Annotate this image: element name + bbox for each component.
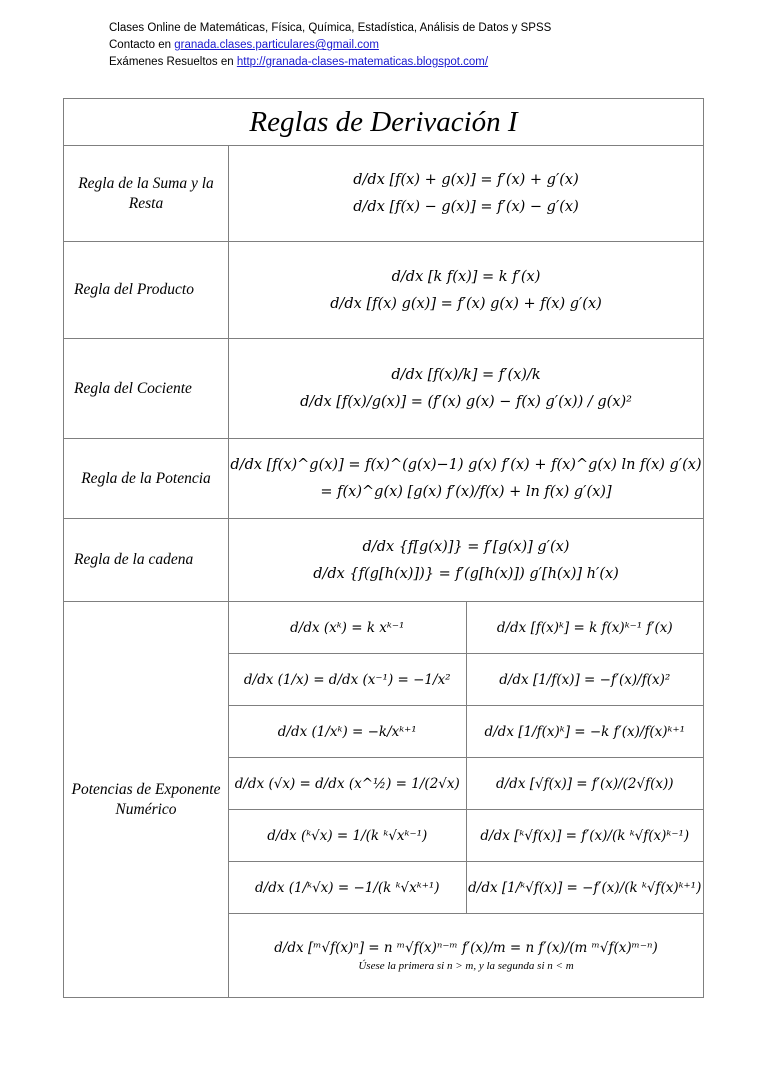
formula: d/dx [√f(x)] = f′(x)/(2√f(x)) — [466, 758, 703, 810]
rule-row — [64, 146, 704, 242]
formula: d/dx (ᵏ√x) = 1/(k ᵏ√xᵏ⁻¹) — [229, 810, 466, 862]
formula: d/dx (xᵏ) = k xᵏ⁻¹ — [229, 602, 466, 654]
formula: d/dx {f[g(x)]} = f′[g(x)] g′(x) — [362, 538, 570, 555]
formula: d/dx [1/ᵏ√f(x)] = −f′(x)/(k ᵏ√f(x)ᵏ⁺¹) — [466, 862, 703, 914]
powers-grid-row — [229, 706, 703, 758]
rule-formulas — [229, 242, 704, 339]
powers-grid-row — [229, 914, 703, 998]
powers-grid-row — [229, 602, 703, 654]
rule-formulas — [229, 146, 704, 242]
rule-name: Regla del Cociente — [64, 339, 229, 439]
rule-formulas — [229, 519, 704, 602]
derivation-rules-table — [63, 98, 704, 998]
formula: d/dx (1/x) = d/dx (x⁻¹) = −1/x² — [229, 654, 466, 706]
exams-label: Exámenes Resueltos en — [109, 56, 234, 68]
rule-formulas — [229, 439, 704, 519]
formula: d/dx [f(x) g(x)] = f′(x) g(x) + f(x) g′(x) — [330, 295, 602, 312]
powers-grid-row — [229, 810, 703, 862]
formula: d/dx (1/xᵏ) = −k/xᵏ⁺¹ — [229, 706, 466, 758]
page-header — [109, 20, 551, 71]
page-title: Reglas de Derivación I — [64, 99, 704, 146]
powers-grid-row — [229, 654, 703, 706]
formula: d/dx [ᵐ√f(x)ⁿ] = n ᵐ√f(x)ⁿ⁻ᵐ f′(x)/m = n f′(x)/(m ᵐ√f(x)ᵐ⁻ⁿ) — [274, 939, 658, 956]
formula: d/dx [f(x)/k] = f′(x)/k — [391, 367, 541, 383]
formula: d/dx [f(x)ᵏ] = k f(x)ᵏ⁻¹ f′(x) — [466, 602, 703, 654]
contact-label: Contacto en — [109, 39, 172, 51]
formula: = f(x)^g(x) [g(x) f′(x)/f(x) + ln f(x) g′(x)] — [320, 484, 612, 500]
rule-row — [64, 339, 704, 439]
rule-formulas — [229, 339, 704, 439]
header-line-3 — [109, 54, 551, 71]
header-line-2 — [109, 37, 551, 54]
rule-name: Regla del Producto — [64, 242, 229, 339]
rule-name: Regla de la Suma y la Resta — [64, 146, 229, 242]
formula: d/dx (1/ᵏ√x) = −1/(k ᵏ√xᵏ⁺¹) — [229, 862, 466, 914]
rule-name: Regla de la Potencia — [64, 439, 229, 519]
formula: d/dx [1/f(x)ᵏ] = −k f′(x)/f(x)ᵏ⁺¹ — [466, 706, 703, 758]
formula: d/dx [f(x)/g(x)] = (f′(x) g(x) − f(x) g′(x)) / g(x)² — [300, 394, 632, 410]
powers-row — [64, 602, 704, 998]
formula: d/dx [ᵏ√f(x)] = f′(x)/(k ᵏ√f(x)ᵏ⁻¹) — [466, 810, 703, 862]
powers-grid-row — [229, 758, 703, 810]
formula: d/dx [f(x) + g(x)] = f′(x) + g′(x) — [353, 172, 579, 188]
rule-row — [64, 242, 704, 339]
general-root-formula-cell — [229, 914, 703, 998]
formula: d/dx [k f(x)] = k f′(x) — [391, 268, 541, 285]
exams-url-link[interactable]: http://granada-clases-matematicas.blogspot.com/ — [236, 56, 489, 68]
rule-row — [64, 519, 704, 602]
rule-name: Regla de la cadena — [64, 519, 229, 602]
powers-grid-row — [229, 862, 703, 914]
powers-grid-cell — [229, 602, 704, 998]
formula: d/dx [f(x) − g(x)] = f′(x) − g′(x) — [353, 199, 579, 215]
usage-note: Úsese la primera si n > m, y la segunda si n < m — [358, 959, 574, 972]
formula: d/dx {f(g[h(x)])} = f′(g[h(x)]) g′[h(x)] h′(x) — [313, 565, 619, 582]
formula: d/dx [f(x)^g(x)] = f(x)^(g(x)−1) g(x) f′(x) + f(x)^g(x) ln f(x) g′(x) — [230, 457, 702, 473]
rule-row — [64, 439, 704, 519]
rule-name: Potencias de Exponente Numérico — [64, 602, 229, 998]
powers-grid — [229, 602, 703, 997]
formula: d/dx [1/f(x)] = −f′(x)/f(x)² — [466, 654, 703, 706]
header-line-1: Clases Online de Matemáticas, Física, Química, Estadística, Análisis de Datos y SPSS — [109, 22, 552, 34]
formula: d/dx (√x) = d/dx (x^½) = 1/(2√x) — [229, 758, 466, 810]
contact-email-link[interactable]: granada.clases.particulares@gmail.com — [174, 39, 379, 51]
